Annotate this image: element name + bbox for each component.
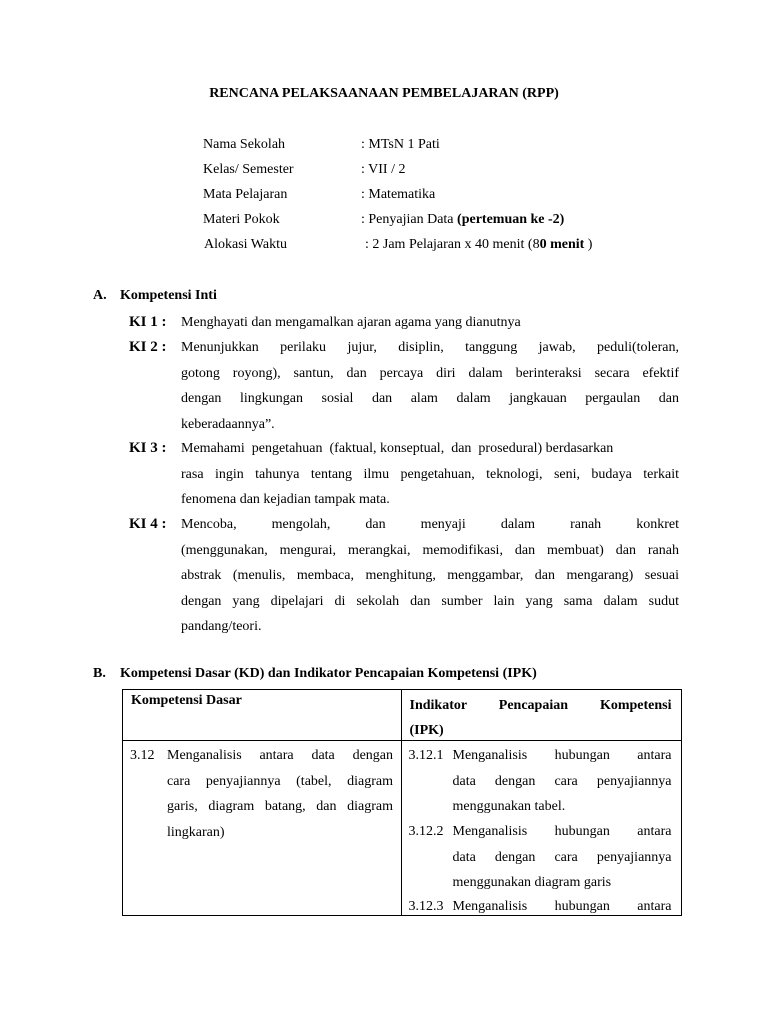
info-label: Materi Pokok: [203, 212, 280, 227]
ipk-cell: [401, 741, 682, 916]
section-a-heading: [93, 288, 217, 304]
header-line: (IPK): [409, 723, 444, 738]
ki-line: gotong royong), santun, dan percaya diri dalam berinteraksi secara efektif: [181, 365, 679, 381]
info-value: : Matematika: [361, 187, 436, 202]
kd-line: lingkaran): [167, 824, 225, 840]
ki-text: [181, 436, 679, 513]
table-header-row: [123, 690, 682, 741]
ki-line: Menghayati dan mengamalkan ajaran agama yang dianutnya: [181, 315, 521, 330]
ki-line: rasa ingin tahunya tentang ilmu pengetahuan, teknologi, seni, budaya terkait: [181, 466, 679, 482]
ipk-line: data dengan cara penyajiannya: [452, 773, 672, 789]
ipk-line: Menganalisis hubungan antara: [452, 899, 672, 914]
info-label: Mata Pelajaran: [203, 187, 288, 202]
info-label: Alokasi Waktu: [204, 237, 287, 252]
ki-line: dengan yang dipelajari di sekolah dan sumber lain yang sama dalam sudut: [181, 593, 679, 609]
kd-line: garis, diagram batang, dan diagram: [167, 799, 393, 814]
ki-line: Mencoba, mengolah, dan menyaji dalam ranah konkret: [181, 517, 679, 532]
kd-text-first: [167, 743, 393, 769]
ki-text: [181, 310, 679, 336]
ki-line: pandang/teori.: [181, 619, 262, 634]
info-value-tail: ): [584, 237, 593, 252]
ki-line: Memahami pengetahuan (faktual, konseptual, dan prosedural) berdasarkan: [181, 441, 614, 456]
info-value: : MTsN 1 Pati: [361, 137, 440, 152]
ipk-line: menggunakan tabel.: [452, 799, 566, 814]
ki-line: abstrak (menulis, membaca, menghitung, menggambar, dan mengarang) sesuai: [181, 568, 679, 583]
ipk-number: 3.12.2: [408, 824, 444, 839]
kd-number: 3.12: [130, 748, 155, 763]
info-value-bold: (pertemuan ke -2): [457, 212, 565, 227]
section-title: Kompetensi Dasar (KD) dan Indikator Pencapaian Kompetensi (IPK): [120, 666, 537, 681]
info-value-text: : Penyajian Data: [361, 212, 458, 227]
ki-line: keberadaannya”.: [181, 416, 275, 432]
ipk-line: Menganalisis hubungan antara: [452, 824, 672, 839]
ki-label: KI 1 :: [129, 314, 167, 330]
kd-line: Menganalisis antara data dengan: [167, 748, 393, 763]
ipk-text: [453, 819, 672, 896]
ki-line: (menggunakan, mengurai, merangkai, memodifikasi, dan membuat) dan ranah: [181, 542, 679, 558]
table-row: [123, 741, 682, 916]
ki-item-1: [129, 310, 679, 336]
ki-text: [181, 335, 679, 437]
table-header-kd: [123, 690, 402, 741]
ki-line: fenomena dan kejadian tampak mata.: [181, 492, 390, 507]
ipk-line: data dengan cara penyajiannya: [452, 849, 672, 865]
section-b-heading: [93, 666, 537, 682]
ki-label: KI 4 :: [129, 516, 167, 532]
ki-label: KI 2 :: [129, 339, 167, 355]
ipk-number: 3.12.3: [408, 899, 444, 914]
info-value: : VII / 2: [361, 162, 406, 177]
ipk-number: 3.12.1: [408, 748, 444, 763]
ipk-line: menggunakan diagram garis: [452, 875, 612, 890]
header-text-block: [410, 693, 672, 743]
table-header-ipk: [401, 690, 682, 741]
header-text: Kompetensi Dasar: [131, 693, 242, 708]
info-value-bold: 0 menit: [539, 237, 585, 252]
header-line: Indikator Pencapaian Kompetensi: [409, 698, 672, 713]
kd-cell: [123, 741, 402, 916]
ipk-line: Menganalisis hubungan antara: [452, 748, 672, 763]
ki-text: [181, 512, 679, 640]
ipk-text: [453, 894, 672, 920]
ipk-text: [453, 743, 672, 820]
ki-line: Menunjukkan perilaku jujur, disiplin, tanggung jawab, peduli(toleran,: [181, 340, 679, 355]
info-value-text: : 2 Jam Pelajaran x 40 menit (8: [365, 237, 540, 252]
ki-line: dengan lingkungan sosial dan alam dalam jangkauan pergaulan dan: [181, 391, 679, 406]
info-label: Kelas/ Semester: [203, 162, 294, 177]
ki-label: KI 3 :: [129, 440, 167, 456]
info-value: [361, 212, 564, 228]
ki-item-4: [129, 512, 679, 642]
ki-item-2: [129, 335, 679, 437]
page-title: RENCANA PELAKSAANAAN PEMBELAJARAN (RPP): [209, 86, 559, 101]
section-letter: B.: [93, 666, 106, 681]
info-value: [365, 237, 592, 253]
ki-item-3: [129, 436, 679, 514]
kd-line: cara penyajiannya (tabel, diagram: [167, 773, 393, 789]
kd-text-rest: [167, 769, 393, 846]
kd-ipk-table: [122, 689, 682, 916]
section-letter: A.: [93, 288, 107, 303]
info-label: Nama Sekolah: [203, 137, 286, 152]
section-title: Kompetensi Inti: [120, 288, 217, 303]
